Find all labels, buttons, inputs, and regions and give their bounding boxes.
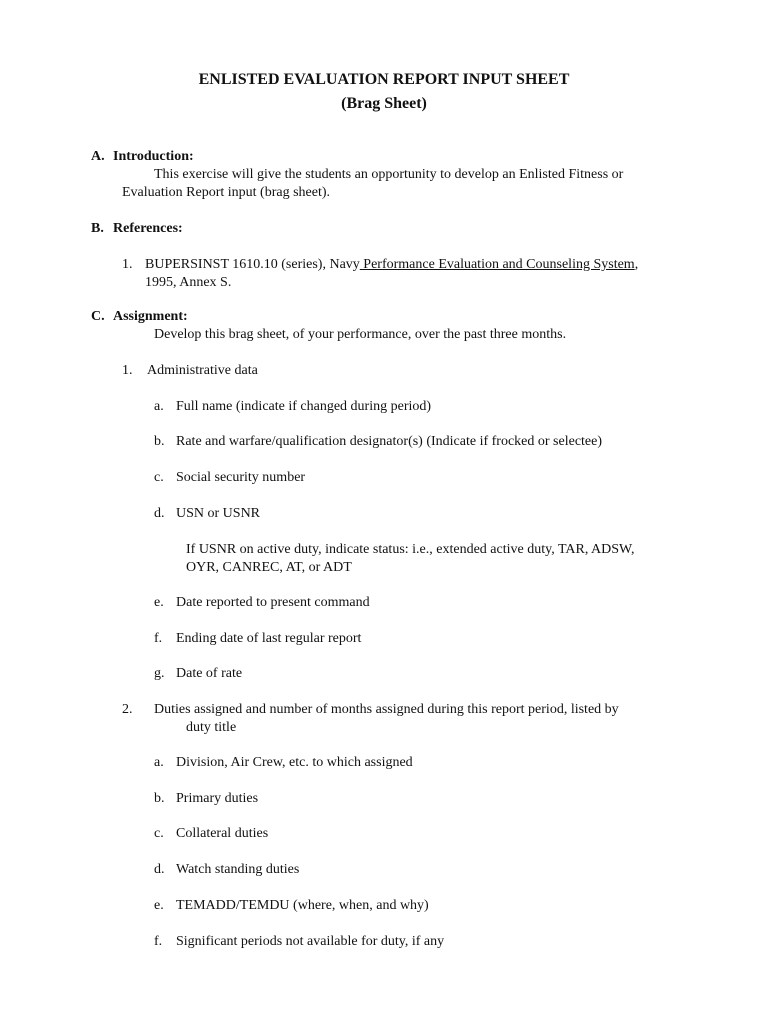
item-1-number: 1.	[122, 363, 133, 378]
list-item-text: TEMADD/TEMDU (where, when, and why)	[176, 898, 429, 913]
list-item-text: Social security number	[176, 470, 306, 485]
document-subtitle: (Brag Sheet)	[341, 95, 427, 112]
list-item-letter: d.	[154, 862, 165, 877]
list-item-letter: f.	[154, 631, 163, 646]
usnr-note-line-2: OYR, CANREC, AT, or ADT	[186, 560, 352, 575]
list-item-text: Watch standing duties	[176, 862, 300, 877]
list-item-letter: c.	[154, 826, 164, 841]
list-item-text: Rate and warfare/qualification designator(s) (Indicate if frocked or selectee)	[176, 434, 603, 449]
section-label: C.	[91, 309, 105, 324]
list-item-text: Division, Air Crew, etc. to which assigned	[176, 755, 413, 770]
section-label: A.	[91, 149, 105, 164]
reference-line-2: 1995, Annex S.	[145, 275, 232, 290]
list-item-letter: c.	[154, 470, 164, 485]
section-b-heading	[91, 220, 183, 238]
usnr-note-line-1: If USNR on active duty, indicate status: i.e., extended active duty, TAR, ADSW,	[186, 542, 635, 557]
intro-line-2: Evaluation Report input (brag sheet).	[122, 185, 330, 200]
list-item-letter: a.	[154, 755, 164, 770]
reference-line-1	[145, 256, 638, 274]
item-1-text: Administrative data	[147, 363, 258, 378]
reference-title: Performance Evaluation and Counseling System	[359, 257, 635, 272]
list-item-text: Date reported to present command	[176, 595, 370, 610]
list-item-text: Full name (indicate if changed during period)	[176, 399, 432, 414]
list-item-text: Collateral duties	[176, 826, 269, 841]
section-a-heading	[91, 148, 194, 166]
list-item-letter: b.	[154, 434, 165, 449]
list-item-letter: a.	[154, 399, 164, 414]
list-item-letter: d.	[154, 506, 165, 521]
document-title: ENLISTED EVALUATION REPORT INPUT SHEET	[198, 71, 570, 88]
item-2-line-1: Duties assigned and number of months assigned during this report period, listed by	[154, 702, 619, 717]
section-title: Introduction:	[113, 149, 194, 164]
list-item-letter: e.	[154, 898, 164, 913]
list-item-text: Primary duties	[176, 791, 259, 806]
section-label: B.	[91, 221, 104, 236]
section-title: References:	[113, 221, 183, 236]
intro-line-1: This exercise will give the students an opportunity to develop an Enlisted Fitness or	[154, 167, 624, 182]
assignment-line: Develop this brag sheet, of your performance, over the past three months.	[154, 327, 567, 342]
list-item-letter: g.	[154, 666, 165, 681]
reference-punct: ,	[634, 257, 639, 272]
list-item-letter: f.	[154, 934, 163, 949]
list-item-text: Significant periods not available for duty, if any	[176, 934, 445, 949]
item-2-number: 2.	[122, 702, 133, 717]
reference-number: 1.	[122, 257, 133, 272]
section-title: Assignment:	[113, 309, 188, 324]
item-2-line-2: duty title	[186, 720, 237, 735]
reference-source: BUPERSINST 1610.10 (series), Navy	[145, 257, 360, 272]
section-c-heading	[91, 308, 188, 326]
list-item-letter: b.	[154, 791, 165, 806]
list-item-letter: e.	[154, 595, 164, 610]
list-item-text: Ending date of last regular report	[176, 631, 362, 646]
list-item-text: USN or USNR	[176, 506, 261, 521]
list-item-text: Date of rate	[176, 666, 243, 681]
